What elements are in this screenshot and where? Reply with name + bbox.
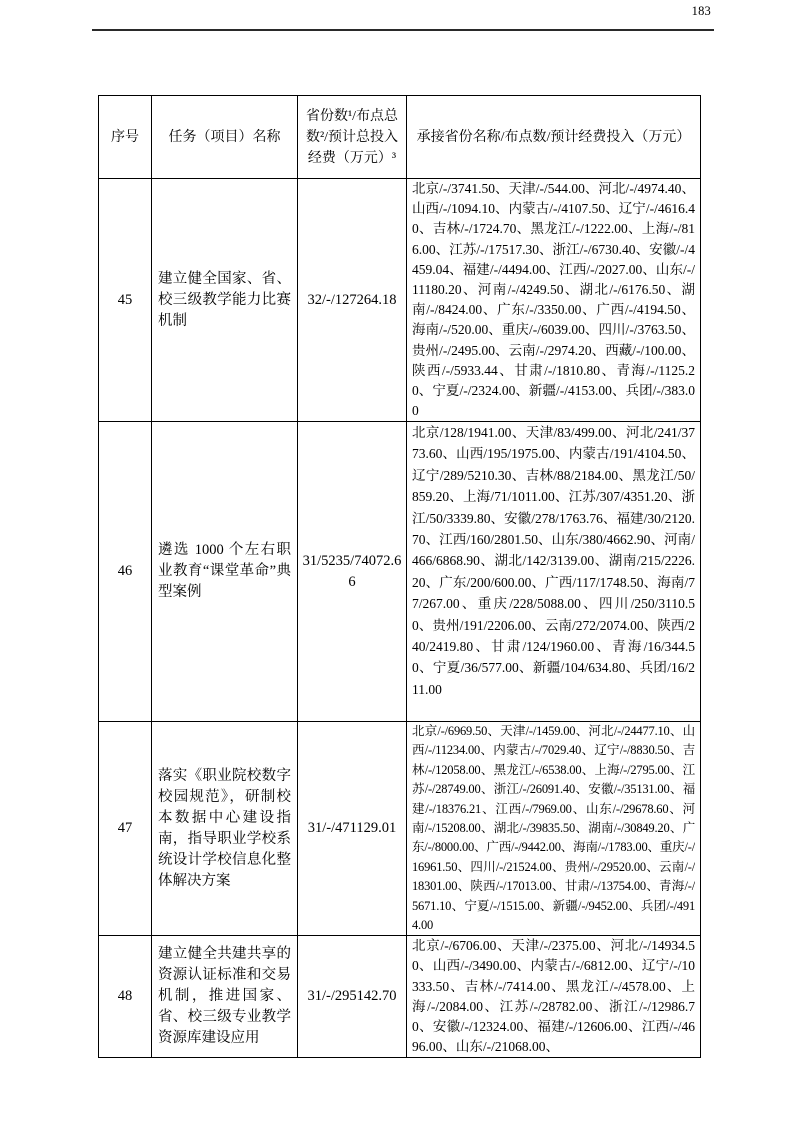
table-row <box>99 722 701 936</box>
page-number: 183 <box>691 4 711 18</box>
summary-cell: 31/5235/74072.66 <box>298 422 407 722</box>
summary-cell: 32/-/127264.18 <box>298 179 407 422</box>
provinces-cell <box>407 722 701 936</box>
row-number-cell: 47 <box>99 722 152 936</box>
provinces-text: 北京/-/3741.50、天津/-/544.00、河北/-/4974.40、山西/-/1094.10、内蒙古/-/4107.50、辽宁/-/4616.40、吉林/-/1724.70、黑龙江/-/1222.00、上海/-/816.00、江苏/-/17517.30、浙江/-/6730.40、安徽/-/4459.04、福建/-/4494.00、江西/-/2027.00、山东/-/11180.20、河南/-/4249.50、湖北/-/6176.50、湖南/-/8424.00、广东/-/3350.00、广西/-/4194.50、海南/-/520.00、重庆/-/6039.00、四川/-/3763.50、贵州/-/2495.00、云南/-/2974.20、西藏/-/100.00、陕西/-/5933.44、甘肃/-/1810.80、青海/-/1125.20、宁夏/-/2324.00、新疆/-/4153.00、兵团/-/383.00 <box>412 181 695 419</box>
provinces-cell <box>407 179 701 422</box>
col-header-province-details: 承接省份名称/布点数/预计经费投入（万元） <box>407 96 701 179</box>
provinces-cell <box>407 936 701 1058</box>
summary-cell: 31/-/471129.01 <box>298 722 407 936</box>
col-header-province-totals: 省份数¹/布点总数²/预计总投入经费（万元）³ <box>298 96 407 179</box>
tasks-table <box>98 95 701 1058</box>
provinces-text: 北京/-/6706.00、天津/-/2375.00、河北/-/14934.50、山西/-/3490.00、内蒙古/-/6812.00、辽宁/-/10333.50、吉林/-/7414.00、黑龙江/-/4578.00、上海/-/2084.00、江苏/-/28782.00、浙江/-/12986.70、安徽/-/12324.00、福建/-/12606.00、江西/-/4696.00、山东/-/21068.00、 <box>412 938 695 1055</box>
row-number-cell: 45 <box>99 179 152 422</box>
provinces-cell <box>407 422 701 722</box>
table-row <box>99 179 701 422</box>
summary-cell: 31/-/295142.70 <box>298 936 407 1058</box>
provinces-text: 北京/-/6969.50、天津/-/1459.00、河北/-/24477.10、山西/-/11234.00、内蒙古/-/7029.40、辽宁/-/8830.50、吉林/-/12058.00、黑龙江/-/6538.00、上海/-/2795.00、江苏/-/28749.00、浙江/-/26091.40、安徽/-/35131.00、福建/-/18376.21、江西/-/7969.00、山东/-/29678.60、河南/-/15208.00、湖北/-/39835.50、湖南/-/30849.20、广东/-/8000.00、广西/-/9442.00、海南/-/1783.00、重庆/-/16961.50、四川/-/21524.00、贵州/-/29520.00、云南/-/18301.00、陕西/-/17013.00、甘肃/-/13754.00、青海/-/5671.10、宁夏/-/1515.00、新疆/-/9452.00、兵团/-/4914.00 <box>412 724 695 933</box>
project-name-cell: 建立健全共建共享的资源认证标准和交易机制，推进国家、省、校三级专业教学资源库建设应用 <box>152 936 298 1058</box>
table-row <box>99 936 701 1058</box>
header-divider <box>92 29 714 31</box>
project-name-cell: 落实《职业院校数字校园规范》，研制校本数据中心建设指南，指导职业学校系统设计学校信息化整体解决方案 <box>152 722 298 936</box>
project-name-cell: 遴选 1000 个左右职业教育“课堂革命”典型案例 <box>152 422 298 722</box>
row-number-cell: 46 <box>99 422 152 722</box>
table-row <box>99 422 701 722</box>
table-header-row <box>99 96 701 179</box>
provinces-text: 北京/128/1941.00、天津/83/499.00、河北/241/3773.60、山西/195/1975.00、内蒙古/191/4104.50、辽宁/289/5210.30、吉林/88/2184.00、黑龙江/50/859.20、上海/71/1011.00、江苏/307/4351.20、浙江/50/3339.80、安徽/278/1763.76、福建/30/2120.70、江西/160/2801.50、山东/380/4662.90、河南/466/6868.90、湖北/142/3139.00、湖南/215/2226.20、广东/200/600.00、广西/117/1748.50、海南/77/267.00、重庆/228/5088.00、四川/250/3110.50、贵州/191/2206.00、云南/272/2074.00、陕西/240/2419.80、甘肃/124/1960.00、青海/16/344.50、宁夏/36/577.00、新疆/104/634.80、兵团/16/211.00 <box>412 425 695 697</box>
col-header-task-name: 任务（项目）名称 <box>152 96 298 179</box>
row-number-cell: 48 <box>99 936 152 1058</box>
project-name-cell: 建立健全国家、省、校三级教学能力比赛机制 <box>152 179 298 422</box>
col-header-seq: 序号 <box>99 96 152 179</box>
